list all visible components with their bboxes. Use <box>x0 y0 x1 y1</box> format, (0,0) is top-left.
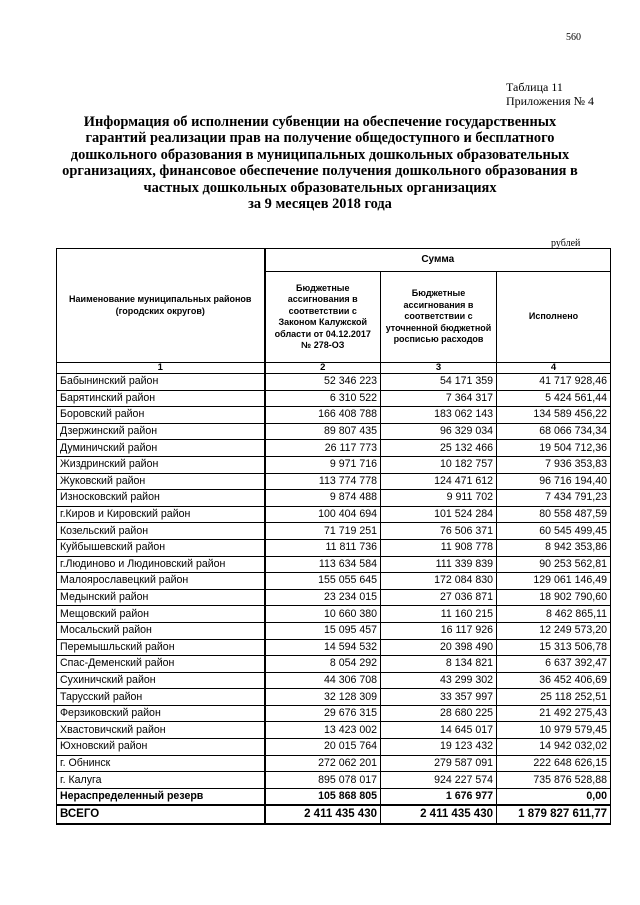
column-header-revised-budget: Бюджетные ассигнования в соответствии с уточненной бюджетной росписью расходов <box>381 272 497 363</box>
revised-budget-cell: 14 645 017 <box>381 722 497 739</box>
page-number: 560 <box>566 32 581 43</box>
executed-cell: 14 942 032,02 <box>497 739 611 756</box>
executed-cell: 222 648 626,15 <box>497 755 611 772</box>
revised-budget-cell: 8 134 821 <box>381 656 497 673</box>
title-line: за 9 месяцев 2018 года <box>248 196 392 213</box>
district-name: Барятинский район <box>57 390 265 407</box>
law-budget-cell: 44 306 708 <box>265 672 381 689</box>
table-row <box>57 772 611 789</box>
law-budget-cell: 113 774 778 <box>265 473 381 490</box>
subvention-table <box>56 248 611 825</box>
executed-cell: 36 452 406,69 <box>497 672 611 689</box>
law-budget-cell: 272 062 201 <box>265 755 381 772</box>
column-number: 4 <box>497 363 611 374</box>
law-budget-cell: 8 054 292 <box>265 656 381 673</box>
law-budget-cell: 895 078 017 <box>265 772 381 789</box>
revised-budget-cell: 1 676 977 <box>381 788 497 805</box>
district-name: Жуковский район <box>57 473 265 490</box>
revised-budget-cell: 27 036 871 <box>381 589 497 606</box>
law-budget-cell: 100 404 694 <box>265 506 381 523</box>
district-name: г. Обнинск <box>57 755 265 772</box>
revised-budget-cell: 25 132 466 <box>381 440 497 457</box>
law-budget-cell: 13 423 002 <box>265 722 381 739</box>
district-name: г. Калуга <box>57 772 265 789</box>
table-row <box>57 556 611 573</box>
district-name: Куйбышевский район <box>57 539 265 556</box>
revised-budget-cell: 9 911 702 <box>381 490 497 507</box>
table-row <box>57 490 611 507</box>
revised-budget-cell: 10 182 757 <box>381 456 497 473</box>
executed-cell: 0,00 <box>497 788 611 805</box>
document-title <box>40 114 600 212</box>
table-row <box>57 407 611 424</box>
law-budget-cell: 29 676 315 <box>265 705 381 722</box>
table-row <box>57 656 611 673</box>
executed-cell: 12 249 573,20 <box>497 622 611 639</box>
table-row <box>57 440 611 457</box>
column-number: 3 <box>381 363 497 374</box>
executed-cell: 96 716 194,40 <box>497 473 611 490</box>
district-name: Тарусский район <box>57 689 265 706</box>
revised-budget-cell: 11 908 778 <box>381 539 497 556</box>
table-row <box>57 523 611 540</box>
table-row <box>57 589 611 606</box>
revised-budget-cell: 924 227 574 <box>381 772 497 789</box>
table-row <box>57 473 611 490</box>
executed-cell: 7 434 791,23 <box>497 490 611 507</box>
law-budget-cell: 10 660 380 <box>265 606 381 623</box>
law-budget-cell: 6 310 522 <box>265 390 381 407</box>
district-name: Нераспределенный резерв <box>57 788 265 805</box>
column-number: 2 <box>265 363 381 374</box>
title-line: гарантий реализации прав на получение общедоступного и бесплатного <box>85 130 555 147</box>
executed-cell: 25 118 252,51 <box>497 689 611 706</box>
title-line: организациях, финансовое обеспечение получения дошкольного образования в <box>62 163 578 180</box>
law-budget-cell: 166 408 788 <box>265 407 381 424</box>
district-name: Ферзиковский район <box>57 705 265 722</box>
total-revised-budget: 2 411 435 430 <box>381 805 497 824</box>
title-line: частных дошкольных образовательных организациях <box>143 179 497 196</box>
executed-cell: 129 061 146,49 <box>497 573 611 590</box>
law-budget-cell: 113 634 584 <box>265 556 381 573</box>
table-row <box>57 539 611 556</box>
revised-budget-cell: 96 329 034 <box>381 423 497 440</box>
units-label: рублей <box>551 238 581 249</box>
total-executed: 1 879 827 611,77 <box>497 805 611 824</box>
appendix-label: Приложения № 4 <box>506 94 595 108</box>
revised-budget-cell: 172 084 830 <box>381 573 497 590</box>
law-budget-cell: 23 234 015 <box>265 589 381 606</box>
executed-cell: 5 424 561,44 <box>497 390 611 407</box>
table-row <box>57 606 611 623</box>
district-name: Жиздринский район <box>57 456 265 473</box>
title-line: Информация об исполнении субвенции на обеспечение государственных <box>83 114 557 130</box>
law-budget-cell: 15 095 457 <box>265 622 381 639</box>
executed-cell: 15 313 506,78 <box>497 639 611 656</box>
revised-budget-cell: 183 062 143 <box>381 407 497 424</box>
revised-budget-cell: 43 299 302 <box>381 672 497 689</box>
table-row <box>57 722 611 739</box>
district-name: Износковский район <box>57 490 265 507</box>
table-reference <box>506 80 594 108</box>
executed-cell: 80 558 487,59 <box>497 506 611 523</box>
executed-cell: 19 504 712,36 <box>497 440 611 457</box>
revised-budget-cell: 124 471 612 <box>381 473 497 490</box>
district-name: г.Людиново и Людиновский район <box>57 556 265 573</box>
table-body <box>57 374 611 806</box>
executed-cell: 134 589 456,22 <box>497 407 611 424</box>
law-budget-cell: 105 868 805 <box>265 788 381 805</box>
law-budget-cell: 9 874 488 <box>265 490 381 507</box>
executed-cell: 90 253 562,81 <box>497 556 611 573</box>
law-budget-cell: 71 719 251 <box>265 523 381 540</box>
table-row <box>57 755 611 772</box>
total-label: ВСЕГО <box>57 805 265 824</box>
executed-cell: 10 979 579,45 <box>497 722 611 739</box>
column-header-name: Наименование муниципальных районов (городских округов) <box>57 249 265 363</box>
law-budget-cell: 9 971 716 <box>265 456 381 473</box>
table-row <box>57 506 611 523</box>
revised-budget-cell: 28 680 225 <box>381 705 497 722</box>
district-name: Козельский район <box>57 523 265 540</box>
executed-cell: 6 637 392,47 <box>497 656 611 673</box>
column-header-executed: Исполнено <box>497 272 611 363</box>
column-number: 1 <box>57 363 265 374</box>
revised-budget-cell: 54 171 359 <box>381 374 497 391</box>
column-header-law-budget: Бюджетные ассигнования в соответствии с Законом Калужской области от 04.12.2017 № 278-ОЗ <box>265 272 381 363</box>
law-budget-cell: 14 594 532 <box>265 639 381 656</box>
district-name: Малоярославецкий район <box>57 573 265 590</box>
law-budget-cell: 52 346 223 <box>265 374 381 391</box>
executed-cell: 41 717 928,46 <box>497 374 611 391</box>
revised-budget-cell: 76 506 371 <box>381 523 497 540</box>
district-name: Спас-Деменский район <box>57 656 265 673</box>
column-header-sum: Сумма <box>265 249 611 272</box>
total-law-budget: 2 411 435 430 <box>265 805 381 824</box>
executed-cell: 60 545 499,45 <box>497 523 611 540</box>
revised-budget-cell: 11 160 215 <box>381 606 497 623</box>
law-budget-cell: 32 128 309 <box>265 689 381 706</box>
table-row <box>57 639 611 656</box>
revised-budget-cell: 19 123 432 <box>381 739 497 756</box>
executed-cell: 68 066 734,34 <box>497 423 611 440</box>
executed-cell: 8 942 353,86 <box>497 539 611 556</box>
revised-budget-cell: 101 524 284 <box>381 506 497 523</box>
district-name: Боровский район <box>57 407 265 424</box>
revised-budget-cell: 20 398 490 <box>381 639 497 656</box>
district-name: Медынский район <box>57 589 265 606</box>
title-line: дошкольного образования в муниципальных дошкольных образовательных <box>70 146 570 163</box>
table-row <box>57 788 611 805</box>
revised-budget-cell: 279 587 091 <box>381 755 497 772</box>
law-budget-cell: 89 807 435 <box>265 423 381 440</box>
district-name: Бабынинский район <box>57 374 265 391</box>
district-name: г.Киров и Кировский район <box>57 506 265 523</box>
district-name: Дзержинский район <box>57 423 265 440</box>
executed-cell: 735 876 528,88 <box>497 772 611 789</box>
total-row <box>57 805 611 824</box>
law-budget-cell: 155 055 645 <box>265 573 381 590</box>
table-row <box>57 739 611 756</box>
executed-cell: 7 936 353,83 <box>497 456 611 473</box>
law-budget-cell: 26 117 773 <box>265 440 381 457</box>
table-row <box>57 672 611 689</box>
revised-budget-cell: 33 357 997 <box>381 689 497 706</box>
revised-budget-cell: 111 339 839 <box>381 556 497 573</box>
table-row <box>57 689 611 706</box>
district-name: Сухиничский район <box>57 672 265 689</box>
table-row <box>57 374 611 391</box>
table-row <box>57 390 611 407</box>
table-label: Таблица 11 <box>506 80 563 94</box>
executed-cell: 21 492 275,43 <box>497 705 611 722</box>
table-row <box>57 456 611 473</box>
district-name: Хвастовичский район <box>57 722 265 739</box>
district-name: Мещовский район <box>57 606 265 623</box>
revised-budget-cell: 16 117 926 <box>381 622 497 639</box>
district-name: Перемышльский район <box>57 639 265 656</box>
executed-cell: 18 902 790,60 <box>497 589 611 606</box>
district-name: Юхновский район <box>57 739 265 756</box>
district-name: Мосальский район <box>57 622 265 639</box>
law-budget-cell: 11 811 736 <box>265 539 381 556</box>
district-name: Думиничский район <box>57 440 265 457</box>
executed-cell: 8 462 865,11 <box>497 606 611 623</box>
table-row <box>57 705 611 722</box>
table-row <box>57 622 611 639</box>
revised-budget-cell: 7 364 317 <box>381 390 497 407</box>
table-row <box>57 423 611 440</box>
table-row <box>57 573 611 590</box>
law-budget-cell: 20 015 764 <box>265 739 381 756</box>
